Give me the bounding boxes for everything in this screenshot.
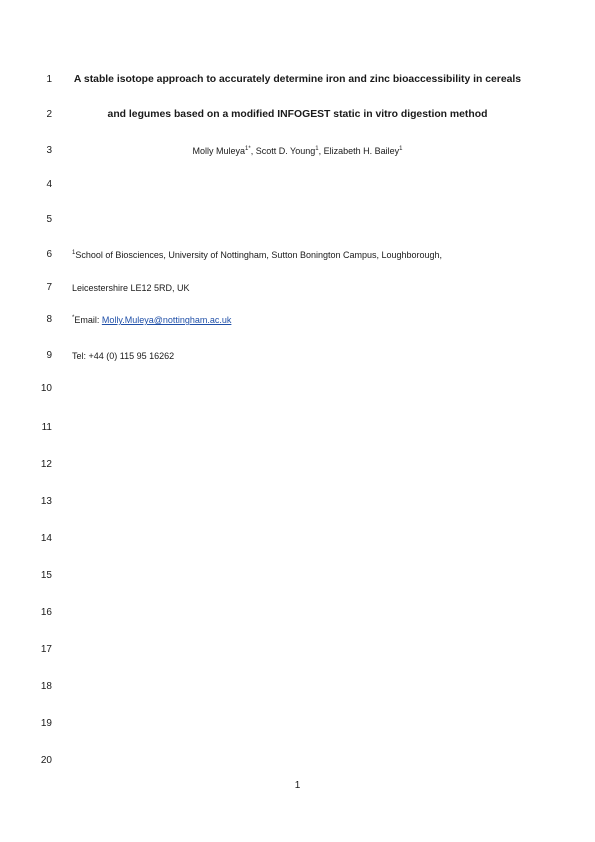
affiliation-text: School of Biosciences, University of Nottingham, Sutton Bonington Campus, Loughborough, [75, 250, 443, 260]
author-affiliation-mark: 1 [399, 146, 403, 152]
line-number-15: 15 [40, 570, 52, 581]
telephone-line: Tel: +44 (0) 115 95 16262 [72, 351, 175, 361]
email-line [72, 314, 231, 326]
author-name: Scott D. Young [255, 146, 316, 156]
line-number-9: 9 [46, 350, 52, 361]
line-number-8: 8 [46, 314, 52, 325]
line-number-17: 17 [40, 644, 52, 655]
line-number-4: 4 [46, 179, 52, 190]
author-list [60, 145, 535, 157]
affiliation-line-2: Leicestershire LE12 5RD, UK [72, 283, 190, 293]
line-number-6: 6 [46, 249, 52, 260]
line-number-3: 3 [46, 145, 52, 156]
corresponding-mark: * [72, 315, 75, 321]
line-number-19: 19 [40, 718, 52, 729]
author-affiliation-mark: 1* [245, 146, 251, 152]
line-number-7: 7 [46, 282, 52, 293]
line-number-12: 12 [40, 459, 52, 470]
author-name: Elizabeth H. Bailey [323, 146, 400, 156]
line-number-5: 5 [46, 214, 52, 225]
line-number-13: 13 [40, 496, 52, 507]
author-name: Molly Muleya [192, 146, 246, 156]
author-affiliation-mark: 1 [315, 146, 319, 152]
line-number-11: 11 [41, 422, 52, 433]
line-number-2: 2 [46, 109, 52, 120]
paper-title-line-2: and legumes based on a modified INFOGEST static in vitro digestion method [107, 109, 488, 120]
line-number-20: 20 [40, 755, 52, 766]
line-number-10: 10 [40, 383, 52, 394]
affiliation-mark: 1 [72, 250, 76, 256]
affiliation-line-1 [72, 249, 442, 261]
author-separator: , [318, 146, 324, 156]
line-number-16: 16 [40, 607, 52, 618]
page-number: 1 [294, 780, 301, 791]
line-number-14: 14 [40, 533, 52, 544]
email-label: Email: [74, 315, 102, 325]
line-number-18: 18 [40, 681, 52, 692]
line-number-1: 1 [46, 74, 52, 85]
author-separator: , [250, 146, 256, 156]
paper-title-line-1: A stable isotope approach to accurately determine iron and zinc bioaccessibility in cereals [73, 74, 522, 85]
email-link[interactable]: Molly.Muleya@nottingham.ac.uk [101, 315, 232, 325]
